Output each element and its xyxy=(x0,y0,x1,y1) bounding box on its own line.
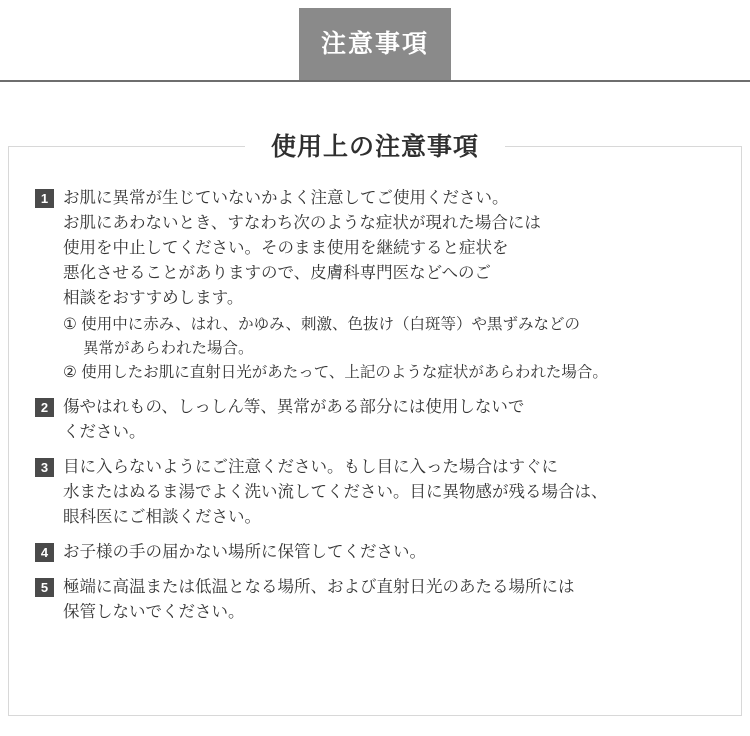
notice-list xyxy=(9,186,741,625)
list-item xyxy=(35,395,715,445)
list-item-number-badge: 5 xyxy=(35,578,54,597)
header-tab-label: 注意事項 xyxy=(320,29,429,58)
list-item xyxy=(35,575,715,625)
list-item-line: 保管しないでください。 xyxy=(63,603,245,621)
page-header xyxy=(0,0,750,88)
list-item-body xyxy=(63,455,715,530)
header-divider xyxy=(0,80,750,82)
list-item-body xyxy=(63,395,715,445)
list-item-line: 傷やはれもの、しっしん等、異常がある部分には使用しないで xyxy=(63,398,525,416)
list-item-number-badge: 1 xyxy=(35,189,54,208)
page-title: 使用上の注意事項 xyxy=(245,126,505,168)
list-item-subline: 異常があらわれた場合。 xyxy=(83,340,254,357)
list-item-line: 目に入らないようにご注意ください。もし目に入った場合はすぐに xyxy=(63,458,558,476)
list-item-line: 使用を中止してください。そのまま使用を継続すると症状を xyxy=(63,239,509,257)
list-item-line: お肌にあわないとき、すなわち次のような症状が現れた場合には xyxy=(63,214,541,232)
list-item-subline: ① 使用中に赤み、はれ、かゆみ、刺激、色抜け（白斑等）や黒ずみなどの xyxy=(63,316,580,333)
list-item-body xyxy=(63,575,715,625)
header-tab xyxy=(299,8,451,80)
card-title-container xyxy=(9,126,741,168)
list-item-line: ください。 xyxy=(63,423,146,441)
list-item-number-badge: 3 xyxy=(35,458,54,477)
list-item-line: 極端に高温または低温となる場所、および直射日光のあたる場所には xyxy=(63,578,575,596)
notice-card xyxy=(8,133,742,716)
list-item-number-badge: 2 xyxy=(35,398,54,417)
list-item xyxy=(35,540,715,565)
list-item-body xyxy=(63,540,715,565)
list-item-line: 悪化させることがありますので、皮膚科専門医などへのご xyxy=(63,264,492,282)
list-item-subline: ② 使用したお肌に直射日光があたって、上記のような症状があらわれた場合。 xyxy=(63,364,608,381)
list-item-line: 水またはぬるま湯でよく洗い流してください。目に異物感が残る場合は、 xyxy=(63,483,608,501)
list-item-line: お子様の手の届かない場所に保管してください。 xyxy=(63,543,426,561)
list-item-line: 相談をおすすめします。 xyxy=(63,289,244,307)
list-item-number-badge: 4 xyxy=(35,543,54,562)
list-item xyxy=(35,186,715,385)
list-item-subitems xyxy=(63,313,715,385)
list-item-line: 眼科医にご相談ください。 xyxy=(63,508,261,526)
list-item-body xyxy=(63,186,715,385)
list-item-line: お肌に異常が生じていないかよく注意してご使用ください。 xyxy=(63,189,509,207)
list-item xyxy=(35,455,715,530)
